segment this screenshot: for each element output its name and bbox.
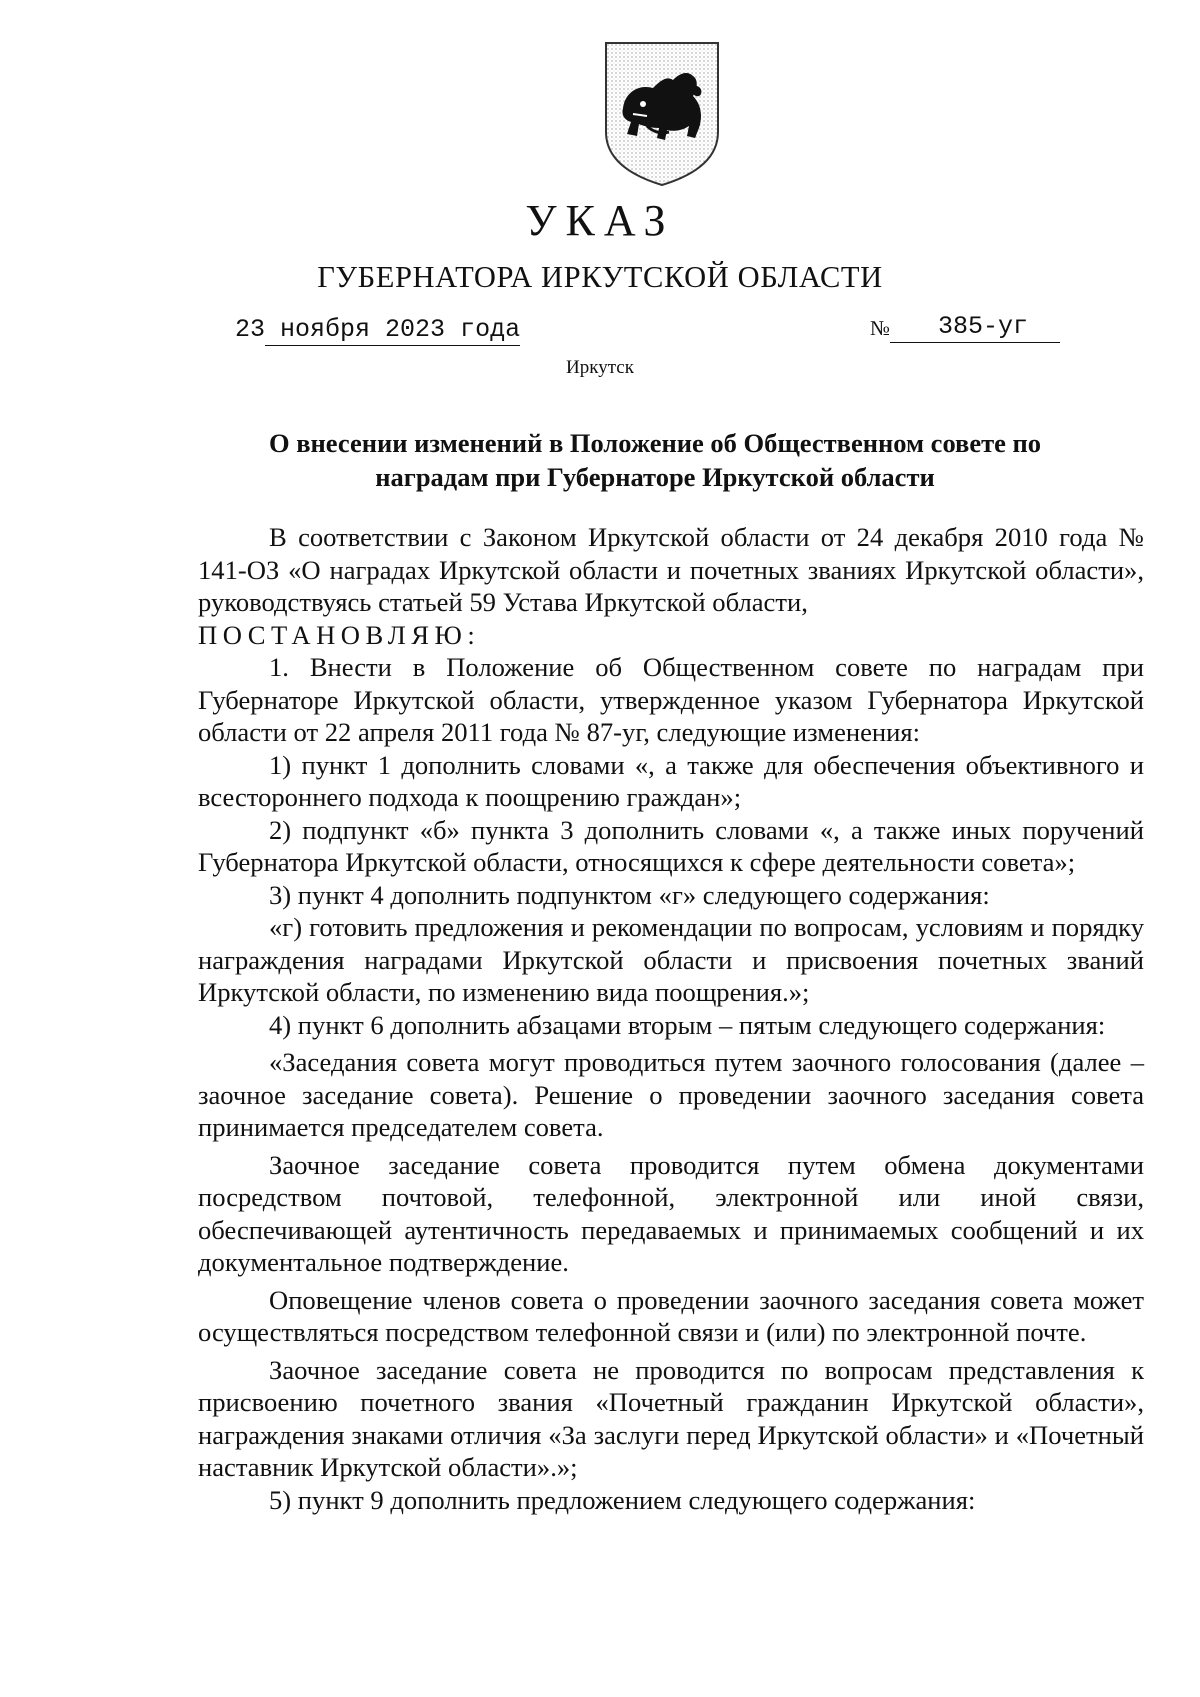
paragraph-decree: ПОСТАНОВЛЯЮ: (198, 619, 481, 650)
document-body (198, 521, 1144, 1516)
paragraph-subitem-5: 5) пункт 9 дополнить предложением следующего содержания: (269, 1484, 976, 1515)
paragraph-subitem-2: 2) подпункт «б» пункта 3 дополнить словами «, а также иных поручений Губернатора Иркутской области, относящихся к сфере деятельности совета»; (198, 814, 1144, 877)
document-subtitle: ГУБЕРНАТОРА ИРКУТСКОЙ ОБЛАСТИ (317, 260, 883, 294)
document-heading (230, 426, 1080, 494)
paragraph-item-1: 1. Внести в Положение об Общественном совете по наградам при Губернаторе Иркутской области, утвержденное указом Губернатора Иркутской области от 22 апреля 2011 года № 87-уг, следующие изменения: (198, 652, 1144, 747)
number-sign: № (870, 316, 891, 340)
paragraph-notification: Оповещение членов совета о проведении заочного заседания совета может осуществляться посредством телефонной связи и (или) по электронной почте. (198, 1284, 1144, 1347)
date-day: 23 (235, 315, 266, 344)
paragraph-preamble: В соответствии с Законом Иркутской области от 24 декабря 2010 года № 141-ОЗ «О наградах Иркутской области и почетных званиях Иркутской области», руководствуясь статьей 59 Устава Иркутской области, (198, 522, 1144, 617)
paragraph-subitem-3: 3) пункт 4 дополнить подпунктом «г» следующего содержания: (269, 879, 990, 910)
paragraph-subitem-4: 4) пункт 6 дополнить абзацами вторым – пятым следующего содержания: (269, 1009, 1106, 1040)
paragraph-subitem-1: 1) пункт 1 дополнить словами «, а также для обеспечения объективного и всестороннего подхода к поощрению граждан»; (198, 749, 1144, 812)
document-city: Иркутск (566, 357, 634, 378)
document-date (235, 315, 520, 345)
paragraph-absentee-meeting: Заочное заседание совета проводится путем обмена документами посредством почтовой, телефонной, электронной или иной связи, обеспечивающей аутентичность передаваемых и принимаемых сообщений и их документальное подтверждение. (198, 1149, 1144, 1277)
heading-line: наградам при Губернаторе Иркутской области (375, 462, 935, 492)
document-title: УКАЗ (525, 196, 675, 245)
date-month-year: ноября 2023 года (265, 315, 520, 346)
number-value: 385-уг (890, 312, 1060, 343)
heading-line: О внесении изменений в Положение об Общественном совете по (268, 428, 1042, 458)
paragraph-quote-meetings: «Заседания совета могут проводиться путем заочного голосования (далее – заочное заседание совета). Решение о проведении заочного заседания совета принимается председателем совета. (198, 1047, 1144, 1142)
paragraph-exceptions: Заочное заседание совета не проводится по вопросам представления к присвоению почетного звания «Почетный гражданин Иркутской области», награждения знаками отличия «За заслуги перед Иркутской области» и «Почетный наставник Иркутской области».»; (198, 1354, 1144, 1482)
paragraph-quote-g: «г) готовить предложения и рекомендации по вопросам, условиям и порядку награждения наградами Иркутской области и присвоения почетных званий Иркутской области, по изменению вида поощрения.»; (198, 912, 1144, 1007)
document-number (870, 311, 1060, 343)
irkutsk-coat-of-arms-icon (603, 40, 721, 188)
